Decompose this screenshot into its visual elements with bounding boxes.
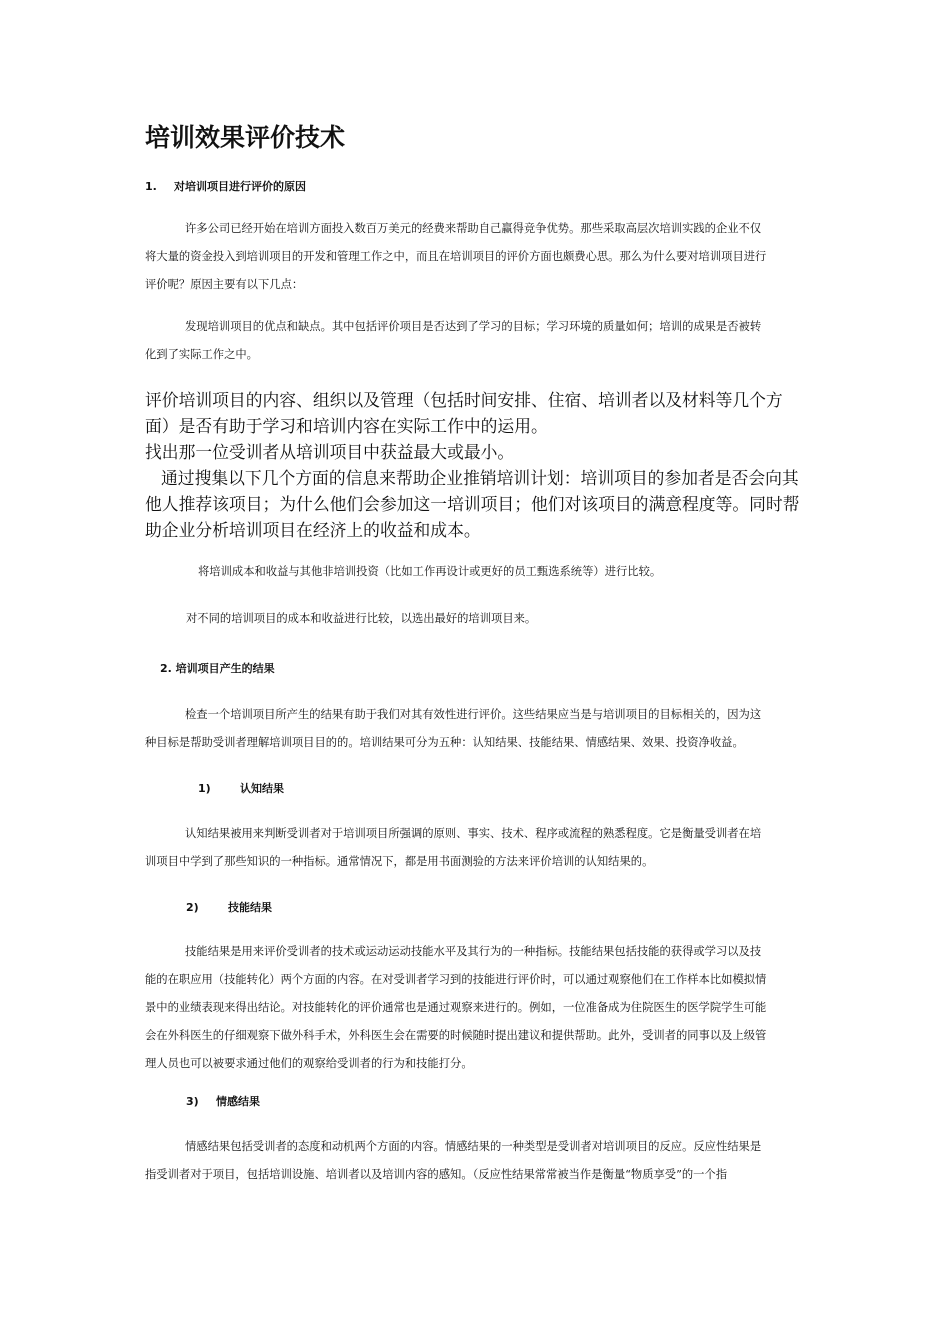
subsection-title: 认知结果 [240, 782, 284, 795]
text-line: 理人员也可以被要求通过他们的观察给受训者的行为和技能打分。 [145, 1057, 473, 1070]
subsection-number: 2) [186, 901, 199, 914]
paragraph-affective [145, 1133, 805, 1189]
text-line: 将大量的资金投入到培训项目的开发和管理工作之中，而且在培训项目的评价方面也颇费心思。那么为什么要对培训项目进行 [145, 250, 767, 263]
text-line: 通过搜集以下几个方面的信息来帮助企业推销培训计划：培训项目的参加者是否会向其 [161, 468, 799, 488]
text-line: 能的在职应用（技能转化）两个方面的内容。在对受训者学习到的技能进行评价时，可以通过观察他们在工作样本比如模拟情 [145, 973, 767, 986]
text-line: 他人推荐该项目；为什么他们会参加这一培训项目；他们对该项目的满意程度等。同时帮 [145, 494, 800, 514]
paragraph-large-text [145, 387, 807, 543]
text-line: 面）是否有助于学习和培训内容在实际工作中的运用。 [145, 416, 548, 436]
subsection-title: 情感结果 [216, 1095, 260, 1108]
text-line: 助企业分析培训项目在经济上的收益和成本。 [145, 520, 481, 540]
paragraph-reasons-intro [145, 215, 805, 299]
text-line: 发现培训项目的优点和缺点。其中包括评价项目是否达到了学习的目标；学习环境的质量如何；培训的成果是否被转 [185, 320, 762, 333]
text-line: 指受训者对于项目，包括培训设施、培训者以及培训内容的感知。（反应性结果常常被当作是衡量“物质享受”的一个指 [145, 1168, 728, 1181]
paragraph-compare-investment: 将培训成本和收益与其他非培训投资（比如工作再设计或更好的员工甄选系统等）进行比较。 [198, 565, 662, 578]
text-line: 评价培训项目的内容、组织以及管理（包括时间安排、住宿、培训者以及材料等几个方 [145, 390, 783, 410]
text-line: 技能结果是用来评价受训者的技术或运动运动技能水平及其行为的一种指标。技能结果包括技能的获得或学习以及技 [185, 945, 762, 958]
paragraph-outcomes [145, 701, 805, 757]
section-1-title: 对培训项目进行评价的原因 [174, 180, 306, 193]
subsection-number: 1) [198, 782, 211, 795]
paragraph-skill [145, 938, 805, 1078]
text-line: 许多公司已经开始在培训方面投入数百万美元的经费来帮助自己赢得竞争优势。那些采取高层次培训实践的企业不仅 [185, 222, 762, 235]
subsection-affective-heading [186, 1093, 260, 1109]
paragraph-strengths [145, 313, 805, 369]
subsection-number: 3) [186, 1095, 199, 1108]
text-line: 检查一个培训项目所产生的结果有助于我们对其有效性进行评价。这些结果应当是与培训项目的目标相关的，因为这 [185, 708, 762, 721]
text-line: 评价呢？原因主要有以下几点： [145, 278, 304, 291]
text-line: 认知结果被用来判断受训者对于培训项目所强调的原则、事实、技术、程序或流程的熟悉程度。它是衡量受训者在培 [185, 827, 762, 840]
text-line: 景中的业绩表现来得出结论。对技能转化的评价通常也是通过观察来进行的。例如，一位准备成为住院医生的医学院学生可能 [145, 1001, 767, 1014]
text-line: 化到了实际工作之中。 [145, 348, 258, 361]
text-line: 会在外科医生的仔细观察下做外科手术，外科医生会在需要的时候随时提出建议和提供帮助。此外，受训者的同事以及上级管 [145, 1029, 767, 1042]
subsection-skill-heading [186, 899, 272, 915]
section-2-heading: 2. 培训项目产生的结果 [160, 662, 275, 675]
section-1-heading [145, 178, 306, 194]
text-line: 种目标是帮助受训者理解培训项目目的的。培训结果可分为五种：认知结果、技能结果、情感结果、效果、投资净收益。 [145, 736, 744, 749]
subsection-title: 技能结果 [228, 901, 272, 914]
subsection-cognitive-heading [198, 780, 284, 796]
text-line: 训项目中学到了那些知识的一种指标。通常情况下，都是用书面测验的方法来评价培训的认知结果的。 [145, 855, 654, 868]
text-line: 情感结果包括受训者的态度和动机两个方面的内容。情感结果的一种类型是受训者对培训项目的反应。反应性结果是 [185, 1140, 762, 1153]
section-1-number: 1. [145, 180, 157, 193]
document-title: 培训效果评价技术 [145, 123, 346, 152]
paragraph-compare-programs: 对不同的培训项目的成本和收益进行比较，以选出最好的培训项目来。 [186, 612, 537, 625]
text-line: 找出那一位受训者从培训项目中获益最大或最小。 [145, 442, 515, 462]
paragraph-cognitive [145, 820, 805, 876]
